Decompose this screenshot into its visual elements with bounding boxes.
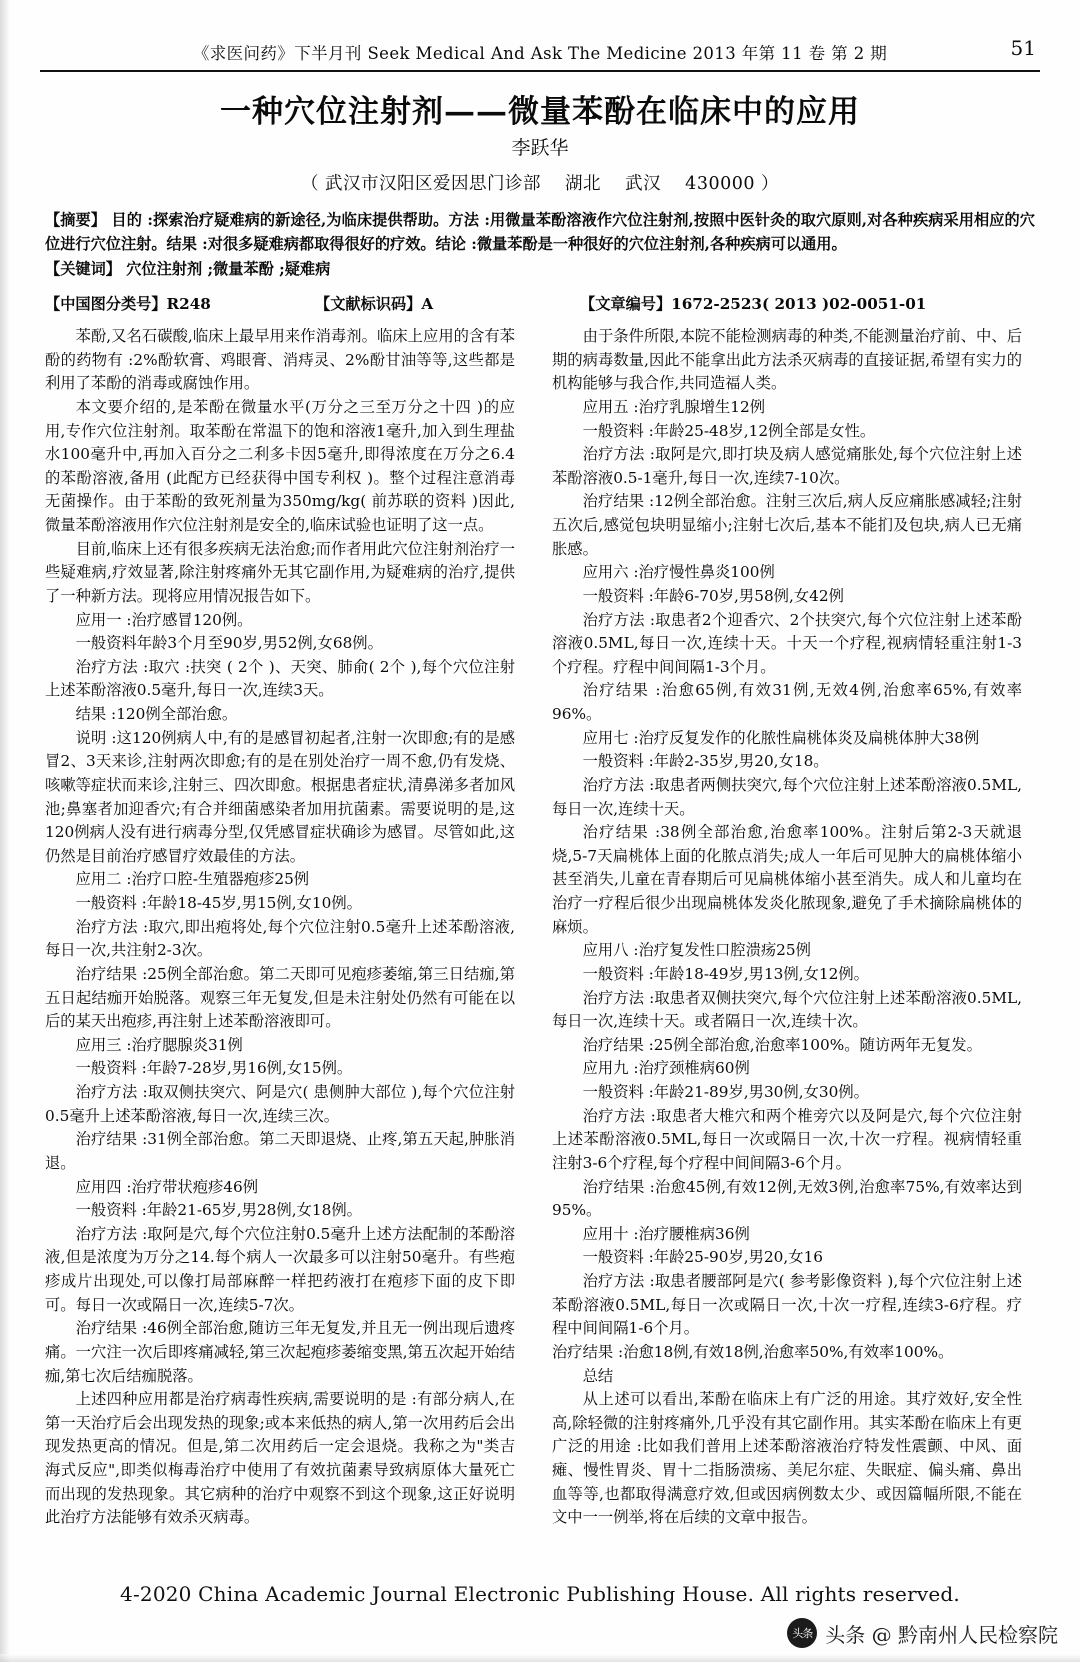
paragraph: 治疗结果 :46例全部治愈,随访三年无复发,并且无一例出现后遗疼痛。一穴注一次后即疼痛减轻,第三次起疱疹萎缩变黑,第五次起开始结痂,第七次后结痂脱落。: [45, 1319, 515, 1385]
paragraph: 一般资料 :年龄21-89岁,男30例,女30例。: [582, 1083, 869, 1101]
paragraph: 治疗结果 :治愈45例,有效12例,无效3例,治愈率75%,有效率达到95%。: [552, 1177, 1022, 1220]
paragraph: 治疗方法 :取患者腰部阿是穴( 参考影像资料 ),每个穴位注射上述苯酚溶液0.5ML,每日一次或隔日一次,十次一疗程,连续3-6疗程。疗程中间间隔1-6个月。: [552, 1272, 1022, 1338]
affiliation: （ 武汉市汉阳区爱因思门诊部 湖北 武汉 430000 ）: [300, 174, 780, 194]
clc-code: 【中国图分类号】R248: [45, 295, 211, 313]
body-column-left: [45, 325, 515, 1530]
paragraph: 一般资料 :年龄2-35岁,男20,女18。: [582, 752, 829, 771]
paragraph: 一般资料 :年龄25-90岁,男20,女16: [582, 1248, 824, 1267]
abstract: 【摘要】 目的 :探索治疗疑难病的新途径,为临床提供帮助。方法 :用微量苯酚溶液作穴位注射剂,按照中医针灸的取穴原则,对各种疾病采用相应的穴位进行穴位注射。结果 :对很多疑难病都取得很好的疗效。结论 :微量苯酚是一种很好的穴位注射剂,各种疾病可以通用。: [45, 211, 1035, 254]
paragraph: 治疗结果 :25例全部治愈。第二天即可见疱疹萎缩,第三日结痂,第五日起结痂开始脱落。观察三年无复发,但是未注射处仍然有可能在以后的某天出疱疹,再注射上述苯酚溶液即可。: [45, 964, 515, 1031]
paragraph: 一般资料 :年龄21-65岁,男28例,女18例。: [75, 1201, 362, 1220]
paragraph: 应用七 :治疗反复发作的化脓性扁桃体炎及扁桃体肿大38例: [582, 728, 980, 747]
watermark-text: 头条 @ 黔南州人民检察院: [825, 1622, 1058, 1647]
paragraph: 一般资料 :年龄18-49岁,男13例,女12例。: [582, 964, 869, 983]
paragraph: 治疗方法 :取患者2个迎香穴、2个扶突穴,每个穴位注射上述苯酚溶液0.5ML,每日一次,连续十天。十天一个疗程,视病情轻重注射1-3个疗程。疗程中间间隔1-3个月。: [552, 610, 1022, 676]
paragraph: 治疗方法 :取患者大椎穴和两个椎旁穴以及阿是穴,每个穴位注射上述苯酚溶液0.5ML,每日一次或隔日一次,十次一疗程。视病情轻重注射3-6个疗程,每个疗程中间间隔3-6个月。: [552, 1106, 1022, 1172]
paragraph: 总结: [582, 1366, 614, 1385]
paragraph: 应用二 :治疗口腔-生殖器疱疹25例: [75, 870, 310, 889]
watermark: [787, 1618, 1058, 1648]
paragraph: 应用六 :治疗慢性鼻炎100例: [582, 563, 775, 582]
paragraph: 治疗结果 :38例全部治愈,治愈率100%。注射后第2-3天就退烧,5-7天扁桃体上面的化脓点消失;成人一年后可见肿大的扁桃体缩小甚至消失,儿童在青春期后可见扁桃体缩小甚至消失。成人和儿童均在治疗一疗程后很少出现扁桃体发炎化脓现象,避免了手术摘除扁桃体的麻烦。: [552, 823, 1022, 936]
paragraph: 治疗方法 :取穴,即出疱将处,每个穴位注射0.5毫升上述苯酚溶液,每日一次,共注射2-3次。: [45, 917, 515, 960]
paragraph: 目前,临床上还有很多疾病无法治愈;而作者用此穴位注射剂治疗一些疑难病,疗效显著,除注射疼痛外无其它副作用,为疑难病的治疗,提供了一种新方法。现将应用情况报告如下。: [45, 539, 515, 605]
header-divider: [40, 70, 1040, 72]
paragraph: 一般资料 :年龄6-70岁,男58例,女42例: [582, 586, 844, 605]
paragraph: 应用一 :治疗感冒120例。: [75, 610, 253, 629]
paragraph: 应用九 :治疗颈椎病60例: [582, 1059, 750, 1078]
paragraph: 一般资料 :年龄7-28岁,男16例,女15例。: [75, 1059, 353, 1078]
scan-edge-left: [0, 0, 10, 1662]
paragraph: 一般资料 :年龄25-48岁,12例全部是女性。: [582, 421, 876, 440]
paragraph: 治疗方法 :取患者双侧扶突穴,每个穴位注射上述苯酚溶液0.5ML,每日一次,连续十天。或者隔日一次,连续十次。: [552, 988, 1022, 1031]
copyright-footer: 4-2020 China Academic Journal Electronic Publishing House. All rights reserved.: [120, 1582, 960, 1606]
paragraph: 治疗方法 :取患者两侧扶突穴,每个穴位注射上述苯酚溶液0.5ML,每日一次,连续十天。: [552, 775, 1022, 818]
paragraph: 治疗结果 :12例全部治愈。注射三次后,病人反应痛胀感减轻;注射五次后,感觉包块明显缩小;注射七次后,基本不能扪及包块,病人已无痛胀感。: [552, 492, 1022, 558]
paragraph: 由于条件所限,本院不能检测病毒的种类,不能测量治疗前、中、后期的病毒数量,因此不能拿出此方法杀灭病毒的直接证据,希望有实力的机构能够与我合作,共同造福人类。: [552, 327, 1022, 393]
document-code: 【文献标识码】A: [315, 295, 434, 313]
paragraph: 应用三 :治疗腮腺炎31例: [75, 1035, 243, 1054]
paragraph: 一般资料 :年龄18-45岁,男15例,女10例。: [75, 894, 362, 912]
keywords: 【关键词】 穴位注射剂 ;微量苯酚 ;疑难病: [45, 260, 331, 278]
paragraph: 上述四种应用都是治疗病毒性疾病,需要说明的是 :有部分病人,在第一天治疗后会出现发热的现象;或本来低热的病人,第一次用药后会出现发热更高的情况。但是,第二次用药后一定会退烧。我称之为"类吉海式反应",即类似梅毒治疗中使用了有效抗菌素导致病原体大量死亡而出现的发热现象。其它病种的治疗中观察不到这个现象,这正好说明此治疗方法能够有效杀灭病毒。: [45, 1390, 515, 1527]
paragraph: 治疗结果 :31例全部治愈。第二天即退烧、止疼,第五天起,肿胀消退。: [45, 1130, 515, 1172]
article-id: 【文章编号】1672-2523( 2013 )02-0051-01: [580, 295, 927, 313]
paragraph: 应用五 :治疗乳腺增生12例: [582, 397, 766, 416]
paragraph: 治疗方法 :取阿是穴,即打块及病人感觉痛胀处,每个穴位注射上述苯酚溶液0.5-1毫升,每日一次,连续7-10次。: [552, 445, 1022, 487]
page-number: 51: [1010, 36, 1036, 60]
author-name: 李跃华: [511, 137, 569, 159]
paragraph: 苯酚,又名石碳酸,临床上最早用来作消毒剂。临床上应用的含有苯酚的药物有 :2%酚软膏、鸡眼膏、消痔灵、2%酚甘油等等,这些都是利用了苯酚的消毒或腐蚀作用。: [45, 327, 515, 393]
paragraph: 治疗方法 :取穴 :扶突 ( 2个 )、天突、肺俞( 2个 ),每个穴位注射上述苯酚溶液0.5毫升,每日一次,连续3天。: [45, 657, 515, 700]
paragraph: 应用八 :治疗复发性口腔溃疡25例: [582, 941, 811, 960]
body-column-right: [552, 325, 1022, 1530]
paragraph: 本文要介绍的,是苯酚在微量水平(万分之三至万分之十四 )的应用,专作穴位注射剂。取苯酚在常温下的饱和溶液1毫升,加入到生理盐水100毫升中,再加入百分之二利多卡因5毫升,即得浓度在万分之6.4的苯酚溶液,备用 (此配方已经获得中国专利权 )。整个过程注意消毒无菌操作。由于苯酚的致死剂量为350mg/kg( 前苏联的资料 )因此,微量苯酚溶液用作穴位注射剂是安全的,临床试验也证明了这一点。: [45, 397, 515, 534]
paragraph: 治疗方法 :取阿是穴,每个穴位注射0.5毫升上述方法配制的苯酚溶液,但是浓度为万分之14.每个病人一次最多可以注射50毫升。有些疱疹成片出现处,可以像打局部麻醉一样把药液打在疱疹下面的皮下即可。每日一次或隔日一次,连续5-7次。: [45, 1224, 515, 1314]
toutiao-logo-icon: 头条: [787, 1618, 817, 1648]
paragraph: 一般资料年龄3个月至90岁,男52例,女68例。: [75, 634, 383, 653]
paragraph: 结果 :120例全部治愈。: [75, 705, 238, 723]
paragraph: 治疗结果 :25例全部治愈,治愈率100%。随访两年无复发。: [582, 1035, 982, 1054]
paragraph: 从上述可以看出,苯酚在临床上有广泛的用途。其疗效好,安全性高,除轻微的注射疼痛外,几乎没有其它副作用。其实苯酚在临床上有更广泛的用途 :比如我们普用上述苯酚溶液治疗特发性震颤、中风、面瘫、慢性胃炎、胃十二指肠溃疡、美尼尔症、失眠症、偏头痛、鼻出血等等,也都取得满意疗效,但或因病例数太少、或因篇幅所限,不能在文中一一例举,将在后续的文章中报告。: [552, 1390, 1022, 1527]
paragraph: 应用十 :治疗腰椎病36例: [582, 1224, 750, 1243]
section-heading-summary: 治疗结果 :治愈18例,有效18例,治愈率50%,有效率100%。: [552, 1342, 954, 1361]
classification-codes: [45, 293, 1035, 314]
scan-edge-bottom: [0, 1654, 1080, 1662]
page-title: 一种穴位注射剂——微量苯酚在临床中的应用: [220, 94, 860, 130]
running-head-text: 《求医问药》下半月刊 Seek Medical And Ask The Medicine 2013 年第 11 卷 第 2 期: [192, 44, 888, 63]
paragraph: 治疗方法 :取双侧扶突穴、阿是穴( 患侧肿大部位 ),每个穴位注射0.5毫升上述苯酚溶液,每日一次,连续三次。: [45, 1083, 515, 1125]
paragraph: 说明 :这120例病人中,有的是感冒初起者,注射一次即愈;有的是感冒2、3天来诊,注射两次即愈;有的是在别处治疗一周不愈,仍有发烧、咳嗽等症状而来诊,注射三、四次即愈。根据患者症状,清鼻涕多者加风池;鼻塞者加迎香穴;有合并细菌感染者加用抗菌素。需要说明的是,这120例病人没有进行病毒分型,仅凭感冒症状确诊为感冒。尽管如此,这仍然是目前治疗感冒疗效最佳的方法。: [45, 728, 515, 865]
paragraph: 应用四 :治疗带状疱疹46例: [75, 1177, 259, 1196]
paragraph: 治疗结果 :治愈65例,有效31例,无效4例,治愈率65%,有效率96%。: [552, 681, 1022, 723]
running-head: [42, 40, 1038, 64]
